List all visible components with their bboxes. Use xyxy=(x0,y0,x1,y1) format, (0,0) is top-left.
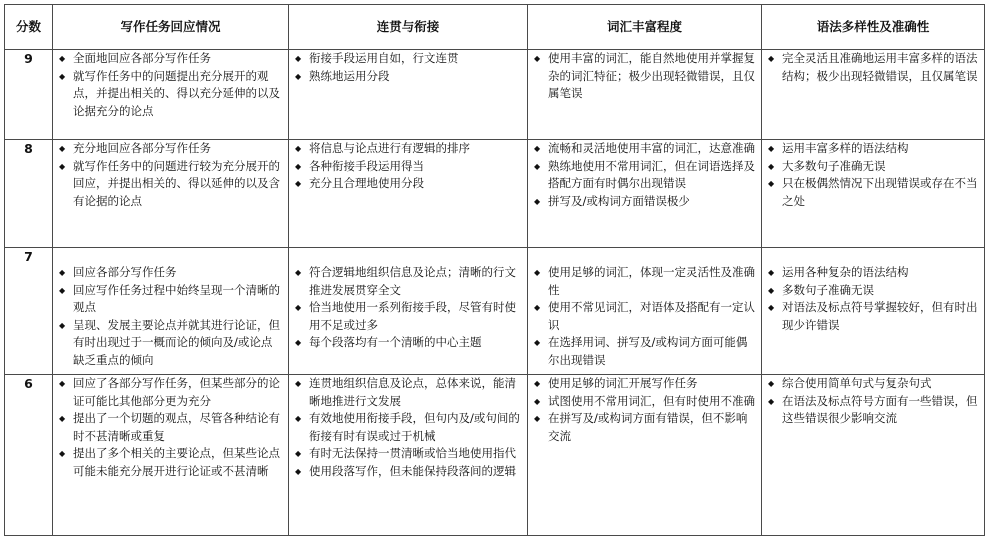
band-score: 6 xyxy=(5,375,53,536)
criterion-bullet: ◆ 提出了一个切题的观点，尽管各种结论有时不甚清晰或重复 xyxy=(58,410,283,445)
criterion-bullet: ◆ 在语法及标点符号方面有一些错误，但这些错误很少影响交流 xyxy=(767,393,979,428)
lexical-cell xyxy=(528,375,762,536)
criterion-bullet: ◆ 运用丰富多样的语法结构 xyxy=(767,140,979,158)
band-score: 9 xyxy=(5,50,53,140)
coherence-cell xyxy=(289,50,528,140)
lexical-cell xyxy=(528,50,762,140)
criterion-bullet: ◆ 呈现、发展主要论点并就其进行论证，但有时出现过于一概而论的倾向及/或论点缺乏重点的倾向 xyxy=(58,317,283,370)
criterion-bullet: ◆ 充分且合理地使用分段 xyxy=(294,175,522,193)
criterion-bullet: ◆ 使用段落写作，但未能保持段落间的逻辑 xyxy=(294,463,522,481)
criterion-bullet: ◆ 多数句子准确无误 xyxy=(767,282,979,300)
criterion-bullet: ◆ 在选择用词、拼写及/或构词方面可能偶尔出现错误 xyxy=(533,334,756,369)
band-row-8 xyxy=(5,140,985,248)
task-response-cell xyxy=(53,140,289,248)
ielts-writing-rubric-table xyxy=(4,4,985,536)
grammar-cell xyxy=(762,375,985,536)
grammar-cell xyxy=(762,50,985,140)
criterion-bullet: ◆ 使用丰富的词汇，能自然地使用并掌握复杂的词汇特征；极少出现轻微错误，且仅属笔误 xyxy=(533,50,756,103)
criterion-bullet: ◆ 就写作任务中的问题提出充分展开的观点，并提出相关的、得以充分延伸的以及论据充分的论点 xyxy=(58,68,283,121)
criterion-bullet: ◆ 对语法及标点符号掌握较好，但有时出现少许错误 xyxy=(767,299,979,334)
criterion-bullet: ◆ 充分地回应各部分写作任务 xyxy=(58,140,283,158)
lexical-cell xyxy=(528,248,762,375)
criterion-bullet: ◆ 综合使用简单句式与复杂句式 xyxy=(767,375,979,393)
criterion-bullet: ◆ 运用各种复杂的语法结构 xyxy=(767,264,979,282)
header-row xyxy=(5,5,985,50)
criterion-bullet: ◆ 使用足够的词汇，体现一定灵活性及准确性 xyxy=(533,264,756,299)
band-row-9 xyxy=(5,50,985,140)
grammar-cell xyxy=(762,248,985,375)
criterion-bullet: ◆ 就写作任务中的问题进行较为充分展开的回应，并提出相关的、得以延伸的以及含有论据的论点 xyxy=(58,158,283,211)
criterion-bullet: ◆ 试图使用不常用词汇，但有时使用不准确 xyxy=(533,393,756,411)
criterion-bullet: ◆ 有时无法保持一贯清晰或恰当地使用指代 xyxy=(294,445,522,463)
criterion-bullet: ◆ 回应了各部分写作任务，但某些部分的论证可能比其他部分更为充分 xyxy=(58,375,283,410)
header-lexical-resource: 词汇丰富程度 xyxy=(528,5,762,50)
coherence-cell xyxy=(289,248,528,375)
header-grammar: 语法多样性及准确性 xyxy=(762,5,985,50)
criterion-bullet: ◆ 每个段落均有一个清晰的中心主题 xyxy=(294,334,522,352)
criterion-bullet: ◆ 全面地回应各部分写作任务 xyxy=(58,50,283,68)
criterion-bullet: ◆ 使用足够的词汇开展写作任务 xyxy=(533,375,756,393)
coherence-cell xyxy=(289,140,528,248)
criterion-bullet: ◆ 熟练地运用分段 xyxy=(294,68,522,86)
criterion-bullet: ◆ 大多数句子准确无误 xyxy=(767,158,979,176)
criterion-bullet: ◆ 将信息与论点进行有逻辑的排序 xyxy=(294,140,522,158)
criterion-bullet: ◆ 各种衔接手段运用得当 xyxy=(294,158,522,176)
task-response-cell xyxy=(53,248,289,375)
coherence-cell xyxy=(289,375,528,536)
criterion-bullet: ◆ 拼写及/或构词方面错误极少 xyxy=(533,193,756,211)
criterion-bullet: ◆ 衔接手段运用自如，行文连贯 xyxy=(294,50,522,68)
lexical-cell xyxy=(528,140,762,248)
header-score: 分数 xyxy=(5,5,53,50)
criterion-bullet: ◆ 熟练地使用不常用词汇，但在词语选择及搭配方面有时偶尔出现错误 xyxy=(533,158,756,193)
criterion-bullet: ◆ 在拼写及/或构词方面有错误，但不影响交流 xyxy=(533,410,756,445)
task-response-cell xyxy=(53,50,289,140)
task-response-cell xyxy=(53,375,289,536)
band-score: 7 xyxy=(5,248,53,375)
grammar-cell xyxy=(762,140,985,248)
header-coherence-cohesion: 连贯与衔接 xyxy=(289,5,528,50)
criterion-bullet: ◆ 有效地使用衔接手段，但句内及/或句间的衔接有时有误或过于机械 xyxy=(294,410,522,445)
criterion-bullet: ◆ 回应各部分写作任务 xyxy=(58,264,283,282)
criterion-bullet: ◆ 恰当地使用一系列衔接手段，尽管有时使用不足或过多 xyxy=(294,299,522,334)
criterion-bullet: ◆ 连贯地组织信息及论点，总体来说，能清晰地推进行文发展 xyxy=(294,375,522,410)
header-task-response: 写作任务回应情况 xyxy=(53,5,289,50)
criterion-bullet: ◆ 使用不常见词汇，对语体及搭配有一定认识 xyxy=(533,299,756,334)
criterion-bullet: ◆ 回应写作任务过程中始终呈现一个清晰的观点 xyxy=(58,282,283,317)
band-row-7 xyxy=(5,248,985,375)
criterion-bullet: ◆ 符合逻辑地组织信息及论点；清晰的行文推进发展贯穿全文 xyxy=(294,264,522,299)
criterion-bullet: ◆ 提出了多个相关的主要论点，但某些论点可能未能充分展开进行论证或不甚清晰 xyxy=(58,445,283,480)
criterion-bullet: ◆ 完全灵活且准确地运用丰富多样的语法结构；极少出现轻微错误，且仅属笔误 xyxy=(767,50,979,85)
band-row-6 xyxy=(5,375,985,536)
band-score: 8 xyxy=(5,140,53,248)
criterion-bullet: ◆ 只在极偶然情况下出现错误或存在不当之处 xyxy=(767,175,979,210)
criterion-bullet: ◆ 流畅和灵活地使用丰富的词汇，达意准确 xyxy=(533,140,756,158)
